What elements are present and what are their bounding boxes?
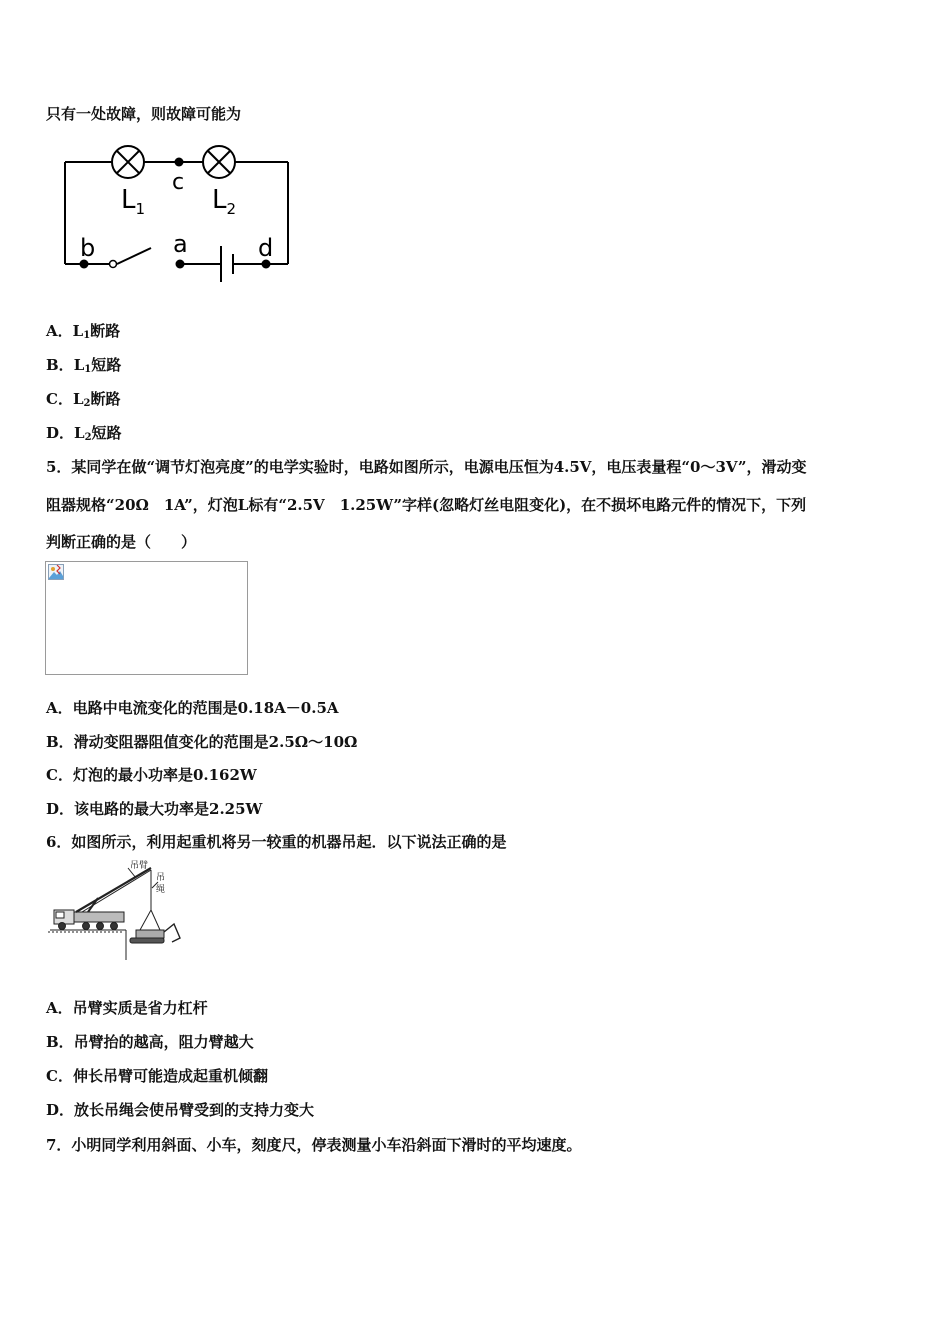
q6-option-d: D．放长吊绳会使吊臂受到的支持力变大 xyxy=(46,1101,315,1119)
q4-option-d: D．$L_2$短路 xyxy=(46,424,122,443)
q4-option-a: A．$L_1$断路 xyxy=(46,322,121,341)
q5-stem-line-3: 判断正确的是（ ） xyxy=(46,533,197,551)
q4-option-b: B．$L_1$短路 xyxy=(46,356,122,375)
lamp-l1-symbol xyxy=(112,146,144,178)
switch-pivot xyxy=(110,261,117,268)
intro-line: 只有一处故障，则故障可能为 xyxy=(46,105,242,123)
crane-label-boom: 吊臂 xyxy=(130,861,149,871)
crane-label-rope-1: 吊 xyxy=(156,873,166,883)
q6-option-b: B．吊臂抬的越高，阻力臂越大 xyxy=(46,1033,254,1051)
crane-figure xyxy=(48,858,188,962)
q5-option-b: B．滑动变阻器阻值变化的范围是2.5Ω～10Ω xyxy=(46,733,358,751)
crane-label-rope-2: 绳 xyxy=(156,885,166,895)
circuit-diagram xyxy=(55,140,305,290)
broken-image-icon xyxy=(48,564,64,580)
q6-stem: 6．如图所示，利用起重机将另一较重的机器吊起．以下说法正确的是 xyxy=(46,833,507,851)
q5-stem-line-2: 阻器规格“20Ω 1A”，灯泡L标有“2.5V 1.25W”字样(忽略灯丝电阻变化)，在不损坏电路元件的情况下，下列 xyxy=(46,496,807,514)
q7-stem: 7．小明同学利用斜面、小车，刻度尺，停表测量小车沿斜面下滑时的平均速度。 xyxy=(46,1136,582,1154)
q6-option-c: C．伸长吊臂可能造成起重机倾翻 xyxy=(46,1067,268,1085)
q4-option-c: C．$L_2$断路 xyxy=(46,390,121,409)
label-l2: $L_2$ xyxy=(212,185,237,218)
q6-option-a: A．吊臂实质是省力杠杆 xyxy=(46,999,208,1017)
label-c: c xyxy=(172,170,185,195)
q5-stem-line-1: 5．某同学在做“调节灯泡亮度”的电学实验时，电路如图所示，电源电压恒为4.5V，电压表量程“0～3V”，滑动变 xyxy=(46,458,807,476)
label-a: a xyxy=(173,230,188,258)
node-c xyxy=(175,158,184,167)
lamp-l2-symbol xyxy=(203,146,235,178)
q5-option-a: A．电路中电流变化的范围是0.18A－0.5A xyxy=(46,699,339,717)
q5-image-placeholder xyxy=(45,561,248,675)
battery-symbol xyxy=(221,246,233,282)
node-a xyxy=(176,260,185,269)
label-d: d xyxy=(258,234,274,262)
q5-option-c: C．灯泡的最小功率是0.162W xyxy=(46,766,257,784)
label-b: b xyxy=(80,234,96,262)
q5-option-d: D．该电路的最大功率是2.25W xyxy=(46,800,263,818)
label-l1: $L_1$ xyxy=(121,185,146,218)
